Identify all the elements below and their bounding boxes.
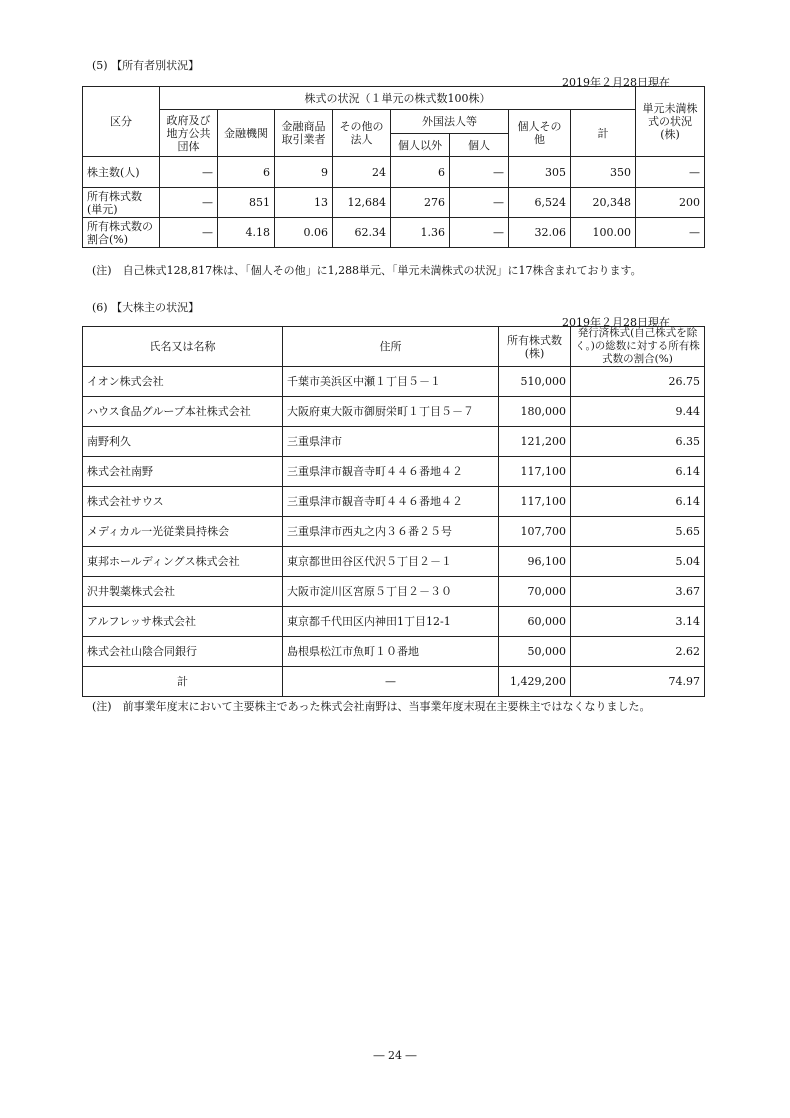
header-unit-less: 単元未満株式の状況(株) (636, 87, 705, 157)
total-ratio: 74.97 (571, 667, 705, 697)
table-row (83, 427, 705, 457)
table-row (83, 577, 705, 607)
table-cell: — (160, 218, 218, 248)
shareholder-address: 三重県津市 (283, 427, 499, 457)
shareholder-name: 株式会社サウス (83, 487, 283, 517)
table-cell: 6 (391, 157, 450, 188)
shareholder-name: 沢井製薬株式会社 (83, 577, 283, 607)
major-shareholders-table (82, 326, 705, 697)
table-row (83, 487, 705, 517)
shareholder-address: 東京都千代田区内神田1丁目12-1 (283, 607, 499, 637)
shareholder-ratio: 6.35 (571, 427, 705, 457)
table-cell: 12,684 (333, 188, 391, 218)
shareholder-shares: 70,000 (499, 577, 571, 607)
table-cell: 100.00 (571, 218, 636, 248)
table-cell: 350 (571, 157, 636, 188)
header-foreign-individual: 個人 (450, 134, 509, 157)
table-row (83, 607, 705, 637)
total-row (83, 667, 705, 697)
shareholder-ratio: 5.65 (571, 517, 705, 547)
row-label: 所有株式数の割合(%) (83, 218, 160, 248)
shareholder-name: イオン株式会社 (83, 367, 283, 397)
table-cell: — (636, 157, 705, 188)
table-cell: 9 (275, 157, 333, 188)
table-row (83, 218, 705, 248)
shareholder-name: アルフレッサ株式会社 (83, 607, 283, 637)
table-cell: — (450, 157, 509, 188)
table-row (83, 637, 705, 667)
table-cell: 62.34 (333, 218, 391, 248)
section5-date: 2019年２月28日現在 (562, 76, 670, 89)
table-cell: 0.06 (275, 218, 333, 248)
shareholder-shares: 60,000 (499, 607, 571, 637)
table-cell: 1.36 (391, 218, 450, 248)
header-individuals-other: 個人その他 (509, 110, 571, 157)
shareholder-shares: 107,700 (499, 517, 571, 547)
shareholder-address: 三重県津市観音寺町４４６番地４２ (283, 487, 499, 517)
shareholder-name: 南野利久 (83, 427, 283, 457)
shareholder-address: 千葉市美浜区中瀬１丁目５－１ (283, 367, 499, 397)
total-label: 計 (83, 667, 283, 697)
table-cell: 32.06 (509, 218, 571, 248)
shareholder-ratio: 2.62 (571, 637, 705, 667)
table-cell: — (450, 218, 509, 248)
table-cell: 4.18 (218, 218, 275, 248)
section5-heading: (5) 【所有者別状況】 (92, 59, 200, 72)
shareholder-address: 東京都世田谷区代沢５丁目２－１ (283, 547, 499, 577)
table-cell: — (160, 157, 218, 188)
ownership-table (82, 86, 705, 248)
header-address: 住所 (283, 327, 499, 367)
table-cell: 851 (218, 188, 275, 218)
shareholder-shares: 96,100 (499, 547, 571, 577)
shareholder-ratio: 6.14 (571, 457, 705, 487)
shareholder-ratio: 5.04 (571, 547, 705, 577)
shareholder-name: 東邦ホールディングス株式会社 (83, 547, 283, 577)
shareholder-name: ハウス食品グループ本社株式会社 (83, 397, 283, 427)
shareholder-shares: 50,000 (499, 637, 571, 667)
header-share-status: 株式の状況（１単元の株式数100株） (160, 87, 636, 110)
table-cell: 6,524 (509, 188, 571, 218)
shareholder-shares: 180,000 (499, 397, 571, 427)
shareholder-name: 株式会社南野 (83, 457, 283, 487)
section6-note: (注) 前事業年度末において主要株主であった株式会社南野は、当事業年度末現在主要株主ではなくなりました。 (92, 700, 651, 713)
table-cell: 20,348 (571, 188, 636, 218)
shareholder-shares: 117,100 (499, 487, 571, 517)
row-label: 株主数(人) (83, 157, 160, 188)
table-cell: — (636, 218, 705, 248)
shareholder-name: メディカル一光従業員持株会 (83, 517, 283, 547)
shareholder-shares: 510,000 (499, 367, 571, 397)
table-cell: 13 (275, 188, 333, 218)
header-name: 氏名又は名称 (83, 327, 283, 367)
table-cell: 6 (218, 157, 275, 188)
header-other-corporations: その他の法人 (333, 110, 391, 157)
header-foreign-non-individual: 個人以外 (391, 134, 450, 157)
shareholder-address: 大阪府東大阪市御厨栄町１丁目５－７ (283, 397, 499, 427)
shareholder-address: 三重県津市西丸之内３６番２５号 (283, 517, 499, 547)
row-label: 所有株式数(単元) (83, 188, 160, 218)
shareholder-address: 三重県津市観音寺町４４６番地４２ (283, 457, 499, 487)
header-securities-dealer: 金融商品取引業者 (275, 110, 333, 157)
header-category: 区分 (83, 87, 160, 157)
table-row (83, 188, 705, 218)
shareholder-shares: 121,200 (499, 427, 571, 457)
table-cell: — (160, 188, 218, 218)
section6-date: 2019年２月28日現在 (562, 316, 670, 329)
header-ratio: 発行済株式(自己株式を除く。)の総数に対する所有株式数の割合(%) (571, 327, 705, 367)
table-row (83, 457, 705, 487)
table-row (83, 547, 705, 577)
shareholder-ratio: 9.44 (571, 397, 705, 427)
shareholder-ratio: 6.14 (571, 487, 705, 517)
table-cell: — (450, 188, 509, 218)
section6-heading: (6) 【大株主の状況】 (92, 301, 200, 314)
header-total: 計 (571, 110, 636, 157)
table-cell: 24 (333, 157, 391, 188)
table-row (83, 367, 705, 397)
shareholder-shares: 117,100 (499, 457, 571, 487)
table-cell: 200 (636, 188, 705, 218)
total-address: — (283, 667, 499, 697)
header-financial-institution: 金融機関 (218, 110, 275, 157)
table-row (83, 517, 705, 547)
table-row (83, 397, 705, 427)
header-foreign-group: 外国法人等 (391, 110, 509, 134)
shareholder-name: 株式会社山陰合同銀行 (83, 637, 283, 667)
shareholder-address: 島根県松江市魚町１０番地 (283, 637, 499, 667)
section5-note: (注) 自己株式128,817株は、「個人その他」に1,288単元、「単元未満株式の状況」に17株含まれております。 (92, 264, 642, 277)
header-shares: 所有株式数(株) (499, 327, 571, 367)
page-number: ― 24 ― (373, 1049, 417, 1062)
shareholder-ratio: 3.14 (571, 607, 705, 637)
total-shares: 1,429,200 (499, 667, 571, 697)
table-cell: 305 (509, 157, 571, 188)
shareholder-ratio: 26.75 (571, 367, 705, 397)
table-cell: 276 (391, 188, 450, 218)
header-government: 政府及び地方公共団体 (160, 110, 218, 157)
shareholder-address: 大阪市淀川区宮原５丁目２－３０ (283, 577, 499, 607)
table-row (83, 157, 705, 188)
shareholder-ratio: 3.67 (571, 577, 705, 607)
